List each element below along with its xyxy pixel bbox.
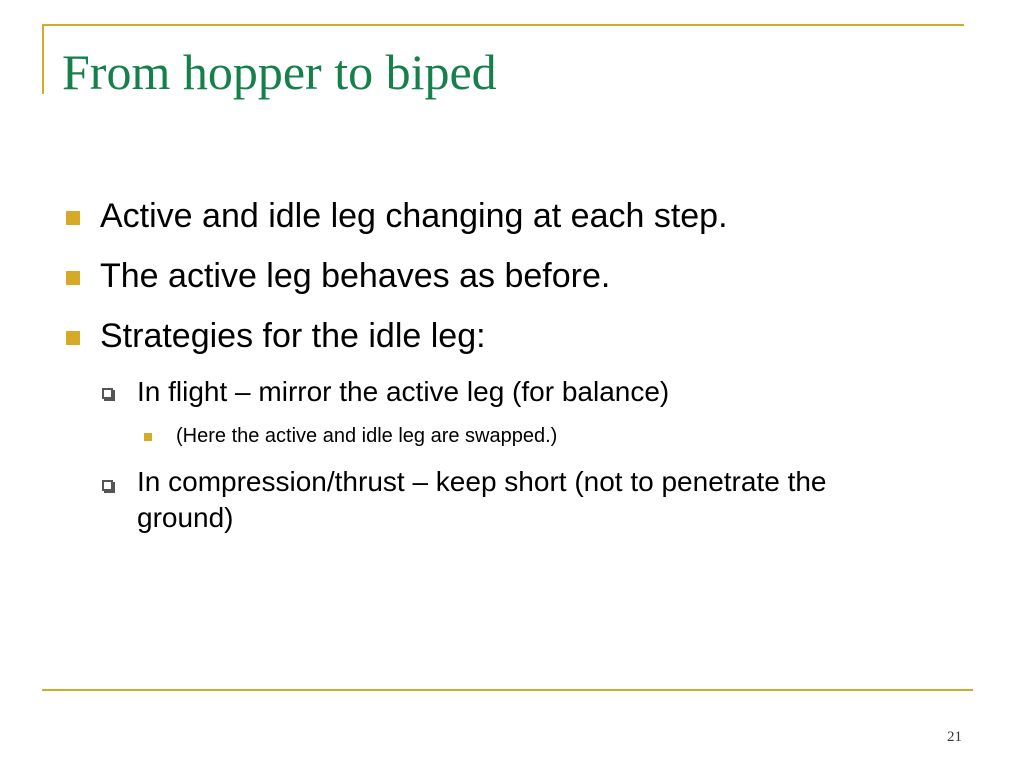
slide-title: From hopper to biped xyxy=(62,44,497,100)
bullet-square-icon xyxy=(66,331,80,345)
bullet-text: Strategies for the idle leg: xyxy=(100,317,486,355)
sub-bullet-text: In flight – mirror the active leg (for balance) xyxy=(137,376,670,407)
bullet-hollow-square-icon xyxy=(102,388,113,399)
bullet-square-icon xyxy=(144,433,152,441)
bullet-square-icon xyxy=(66,271,80,285)
bullet-hollow-square-icon xyxy=(102,480,113,491)
bullet-text: The active leg behaves as before. xyxy=(100,257,611,295)
sub-sub-bullet-text: (Here the active and idle leg are swapped.) xyxy=(176,425,558,447)
page-number: 21 xyxy=(947,729,962,745)
bullet-square-icon xyxy=(66,211,80,225)
bullet-text: Active and idle leg changing at each step. xyxy=(100,197,728,235)
sub-bullet-text: In compression/thrust – keep short (not to penetrate the ground) xyxy=(137,466,827,533)
